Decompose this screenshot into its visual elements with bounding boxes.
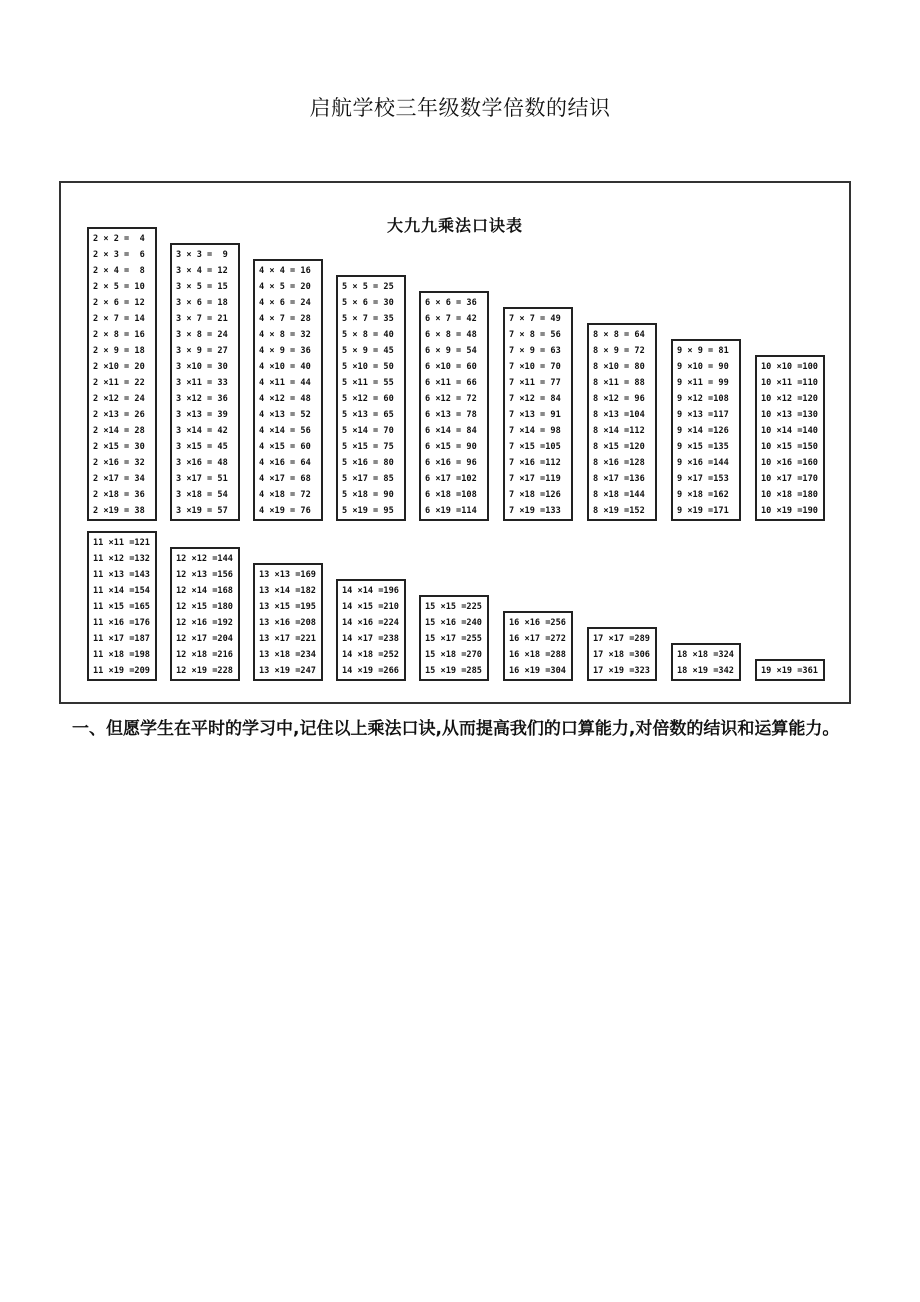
table-cell: 8 ×11 = 88: [593, 378, 645, 388]
table-cell: 14 ×19 =266: [342, 666, 399, 676]
table-cell: 11 ×14 =154: [93, 586, 150, 596]
table-column: [336, 579, 406, 681]
table-cell: 4 ×19 = 76: [259, 506, 311, 516]
table-cell: 10 ×15 =150: [761, 442, 818, 452]
table-cell: 6 × 7 = 42: [425, 314, 477, 324]
table-cell: 5 × 6 = 30: [342, 298, 394, 308]
table-column: [503, 307, 573, 521]
table-cell: 6 ×17 =102: [425, 474, 477, 484]
table-cell: 6 ×18 =108: [425, 490, 477, 500]
table-cell: 14 ×17 =238: [342, 634, 399, 644]
table-cell: 9 ×14 =126: [677, 426, 729, 436]
table-cell: 3 ×12 = 36: [176, 394, 228, 404]
table-cell: 6 ×12 = 72: [425, 394, 477, 404]
table-cell: 5 ×11 = 55: [342, 378, 394, 388]
table-cell: 12 ×15 =180: [176, 602, 233, 612]
table-cell: 6 × 9 = 54: [425, 346, 477, 356]
table-cell: 13 ×19 =247: [259, 666, 316, 676]
table-cell: 4 × 4 = 16: [259, 266, 311, 276]
table-cell: 4 × 5 = 20: [259, 282, 311, 292]
table-cell: 2 × 6 = 12: [93, 298, 145, 308]
table-cell: 11 ×16 =176: [93, 618, 150, 628]
table-cell: 4 ×11 = 44: [259, 378, 311, 388]
table-cell: 4 ×10 = 40: [259, 362, 311, 372]
table-cell: 7 × 7 = 49: [509, 314, 561, 324]
table-column: [419, 291, 489, 521]
table-cell: 2 ×18 = 36: [93, 490, 145, 500]
table-cell: 13 ×18 =234: [259, 650, 316, 660]
table-cell: 2 ×10 = 20: [93, 362, 145, 372]
multiplication-table-figure: [59, 181, 851, 704]
table-column: [503, 611, 573, 681]
table-cell: 11 ×17 =187: [93, 634, 150, 644]
table-column: [253, 563, 323, 681]
table-cell: 8 ×15 =120: [593, 442, 645, 452]
table-cell: 6 ×16 = 96: [425, 458, 477, 468]
table-cell: 6 ×19 =114: [425, 506, 477, 516]
table-column: [253, 259, 323, 521]
table-cell: 6 × 6 = 36: [425, 298, 477, 308]
table-cell: 5 ×15 = 75: [342, 442, 394, 452]
table-cell: 12 ×19 =228: [176, 666, 233, 676]
table-cell: 9 ×15 =135: [677, 442, 729, 452]
table-cell: 12 ×17 =204: [176, 634, 233, 644]
table-cell: 4 ×15 = 60: [259, 442, 311, 452]
table-cell: 5 × 5 = 25: [342, 282, 394, 292]
table-cell: 8 × 9 = 72: [593, 346, 645, 356]
table-cell: 4 ×18 = 72: [259, 490, 311, 500]
table-cell: 2 × 7 = 14: [93, 314, 145, 324]
table-cell: 2 ×13 = 26: [93, 410, 145, 420]
table-cell: 12 ×12 =144: [176, 554, 233, 564]
table-cell: 15 ×16 =240: [425, 618, 482, 628]
table-cell: 11 ×13 =143: [93, 570, 150, 580]
table-cell: 4 ×14 = 56: [259, 426, 311, 436]
table-cell: 7 ×14 = 98: [509, 426, 561, 436]
table-cell: 7 ×11 = 77: [509, 378, 561, 388]
table-cell: 9 ×16 =144: [677, 458, 729, 468]
table-cell: 3 ×16 = 48: [176, 458, 228, 468]
table-cell: 10 ×14 =140: [761, 426, 818, 436]
table-cell: 3 × 5 = 15: [176, 282, 228, 292]
table-cell: 3 × 3 = 9: [176, 250, 228, 260]
table-cell: 3 ×10 = 30: [176, 362, 228, 372]
table-cell: 2 ×16 = 32: [93, 458, 145, 468]
table-cell: 4 ×13 = 52: [259, 410, 311, 420]
table-cell: 2 ×12 = 24: [93, 394, 145, 404]
table-cell: 6 ×11 = 66: [425, 378, 477, 388]
table-cell: 14 ×18 =252: [342, 650, 399, 660]
table-cell: 3 ×13 = 39: [176, 410, 228, 420]
table-cell: 3 ×11 = 33: [176, 378, 228, 388]
table-cell: 13 ×14 =182: [259, 586, 316, 596]
table-column: [419, 595, 489, 681]
table-cell: 5 × 8 = 40: [342, 330, 394, 340]
table-column: [587, 323, 657, 521]
table-cell: 11 ×11 =121: [93, 538, 150, 548]
table-cell: 7 ×17 =119: [509, 474, 561, 484]
table-cell: 7 ×18 =126: [509, 490, 561, 500]
table-cell: 4 × 7 = 28: [259, 314, 311, 324]
table-cell: 4 ×12 = 48: [259, 394, 311, 404]
table-cell: 2 × 4 = 8: [93, 266, 145, 276]
table-cell: 2 × 5 = 10: [93, 282, 145, 292]
table-cell: 5 ×12 = 60: [342, 394, 394, 404]
table-cell: 11 ×18 =198: [93, 650, 150, 660]
table-cell: 2 ×15 = 30: [93, 442, 145, 452]
table-cell: 2 ×14 = 28: [93, 426, 145, 436]
table-cell: 9 ×13 =117: [677, 410, 729, 420]
table-cell: 3 ×15 = 45: [176, 442, 228, 452]
table-cell: 2 ×17 = 34: [93, 474, 145, 484]
table-cell: 16 ×16 =256: [509, 618, 566, 628]
table-cell: 2 ×19 = 38: [93, 506, 145, 516]
table-column: [170, 547, 240, 681]
table-cell: 7 ×10 = 70: [509, 362, 561, 372]
table-cell: 13 ×13 =169: [259, 570, 316, 580]
table-cell: 16 ×17 =272: [509, 634, 566, 644]
table-cell: 3 ×17 = 51: [176, 474, 228, 484]
table-cell: 7 ×15 =105: [509, 442, 561, 452]
table-cell: 16 ×19 =304: [509, 666, 566, 676]
table-cell: 14 ×16 =224: [342, 618, 399, 628]
table-cell: 3 × 6 = 18: [176, 298, 228, 308]
table-cell: 8 ×14 =112: [593, 426, 645, 436]
table-cell: 5 ×17 = 85: [342, 474, 394, 484]
document-title: 启航学校三年级数学倍数的结识: [309, 96, 611, 120]
table-heading: 大九九乘法口诀表: [386, 216, 523, 235]
table-cell: 9 ×11 = 99: [677, 378, 729, 388]
table-cell: 9 ×17 =153: [677, 474, 729, 484]
table-cell: 8 ×17 =136: [593, 474, 645, 484]
table-cell: 19 ×19 =361: [761, 666, 818, 676]
table-cell: 2 × 8 = 16: [93, 330, 145, 340]
table-cell: 12 ×16 =192: [176, 618, 233, 628]
table-cell: 2 × 9 = 18: [93, 346, 145, 356]
table-column: [671, 339, 741, 521]
table-cell: 8 ×19 =152: [593, 506, 645, 516]
table-cell: 4 ×16 = 64: [259, 458, 311, 468]
table-cell: 5 ×10 = 50: [342, 362, 394, 372]
table-cell: 5 ×19 = 95: [342, 506, 394, 516]
table-cell: 9 ×12 =108: [677, 394, 729, 404]
table-cell: 10 ×16 =160: [761, 458, 818, 468]
table-cell: 7 × 9 = 63: [509, 346, 561, 356]
table-column: [755, 355, 825, 521]
table-cell: 5 × 7 = 35: [342, 314, 394, 324]
table-cell: 8 ×18 =144: [593, 490, 645, 500]
body-paragraph: 一、但愿学生在平时的学习中,记住以上乘法口诀,从而提高我们的口算能力,对倍数的结识和运算能力。: [72, 719, 840, 739]
table-cell: 15 ×17 =255: [425, 634, 482, 644]
table-cell: 3 × 7 = 21: [176, 314, 228, 324]
table-column: [170, 243, 240, 521]
table-cell: 4 × 8 = 32: [259, 330, 311, 340]
table-cell: 18 ×19 =342: [677, 666, 734, 676]
table-cell: 5 ×13 = 65: [342, 410, 394, 420]
table-cell: 6 × 8 = 48: [425, 330, 477, 340]
table-cell: 9 ×19 =171: [677, 506, 729, 516]
table-column: [87, 227, 157, 521]
table-cell: 4 × 9 = 36: [259, 346, 311, 356]
table-cell: 17 ×18 =306: [593, 650, 650, 660]
table-cell: 8 ×16 =128: [593, 458, 645, 468]
table-cell: 6 ×13 = 78: [425, 410, 477, 420]
table-cell: 12 ×14 =168: [176, 586, 233, 596]
table-column: [671, 643, 741, 681]
table-cell: 5 ×16 = 80: [342, 458, 394, 468]
table-cell: 15 ×15 =225: [425, 602, 482, 612]
table-cell: 12 ×13 =156: [176, 570, 233, 580]
table-cell: 7 ×12 = 84: [509, 394, 561, 404]
table-cell: 7 ×13 = 91: [509, 410, 561, 420]
table-cell: 7 × 8 = 56: [509, 330, 561, 340]
table-cell: 7 ×16 =112: [509, 458, 561, 468]
table-cell: 6 ×15 = 90: [425, 442, 477, 452]
table-cell: 5 × 9 = 45: [342, 346, 394, 356]
table-cell: 10 ×17 =170: [761, 474, 818, 484]
table-cell: 10 ×13 =130: [761, 410, 818, 420]
table-cell: 4 ×17 = 68: [259, 474, 311, 484]
table-cell: 8 ×10 = 80: [593, 362, 645, 372]
table-cell: 13 ×17 =221: [259, 634, 316, 644]
table-column: [87, 531, 157, 681]
table-column: [587, 627, 657, 681]
table-cell: 10 ×19 =190: [761, 506, 818, 516]
table-cell: 16 ×18 =288: [509, 650, 566, 660]
table-cell: 3 ×14 = 42: [176, 426, 228, 436]
table-cell: 5 ×18 = 90: [342, 490, 394, 500]
table-cell: 10 ×11 =110: [761, 378, 818, 388]
table-cell: 2 × 3 = 6: [93, 250, 145, 260]
table-column: [336, 275, 406, 521]
table-cell: 11 ×19 =209: [93, 666, 150, 676]
table-cell: 15 ×18 =270: [425, 650, 482, 660]
table-column: [755, 659, 825, 681]
table-cell: 15 ×19 =285: [425, 666, 482, 676]
table-cell: 3 ×19 = 57: [176, 506, 228, 516]
table-cell: 6 ×10 = 60: [425, 362, 477, 372]
table-cell: 3 × 9 = 27: [176, 346, 228, 356]
table-cell: 2 × 2 = 4: [93, 234, 145, 244]
table-cell: 17 ×17 =289: [593, 634, 650, 644]
table-cell: 3 × 8 = 24: [176, 330, 228, 340]
table-cell: 13 ×16 =208: [259, 618, 316, 628]
table-cell: 11 ×12 =132: [93, 554, 150, 564]
table-cell: 3 ×18 = 54: [176, 490, 228, 500]
table-cell: 9 ×10 = 90: [677, 362, 729, 372]
table-cell: 9 ×18 =162: [677, 490, 729, 500]
table-cell: 17 ×19 =323: [593, 666, 650, 676]
table-cell: 11 ×15 =165: [93, 602, 150, 612]
table-cell: 13 ×15 =195: [259, 602, 316, 612]
table-cell: 6 ×14 = 84: [425, 426, 477, 436]
table-cell: 9 × 9 = 81: [677, 346, 729, 356]
table-cell: 3 × 4 = 12: [176, 266, 228, 276]
table-cell: 8 ×12 = 96: [593, 394, 645, 404]
table-cell: 12 ×18 =216: [176, 650, 233, 660]
table-cell: 10 ×18 =180: [761, 490, 818, 500]
table-cell: 5 ×14 = 70: [342, 426, 394, 436]
table-cell: 14 ×15 =210: [342, 602, 399, 612]
table-cell: 7 ×19 =133: [509, 506, 561, 516]
table-cell: 10 ×10 =100: [761, 362, 818, 372]
table-cell: 2 ×11 = 22: [93, 378, 145, 388]
table-cell: 14 ×14 =196: [342, 586, 399, 596]
table-cell: 10 ×12 =120: [761, 394, 818, 404]
table-cell: 8 ×13 =104: [593, 410, 645, 420]
table-cell: 4 × 6 = 24: [259, 298, 311, 308]
table-cell: 18 ×18 =324: [677, 650, 734, 660]
table-cell: 8 × 8 = 64: [593, 330, 645, 340]
